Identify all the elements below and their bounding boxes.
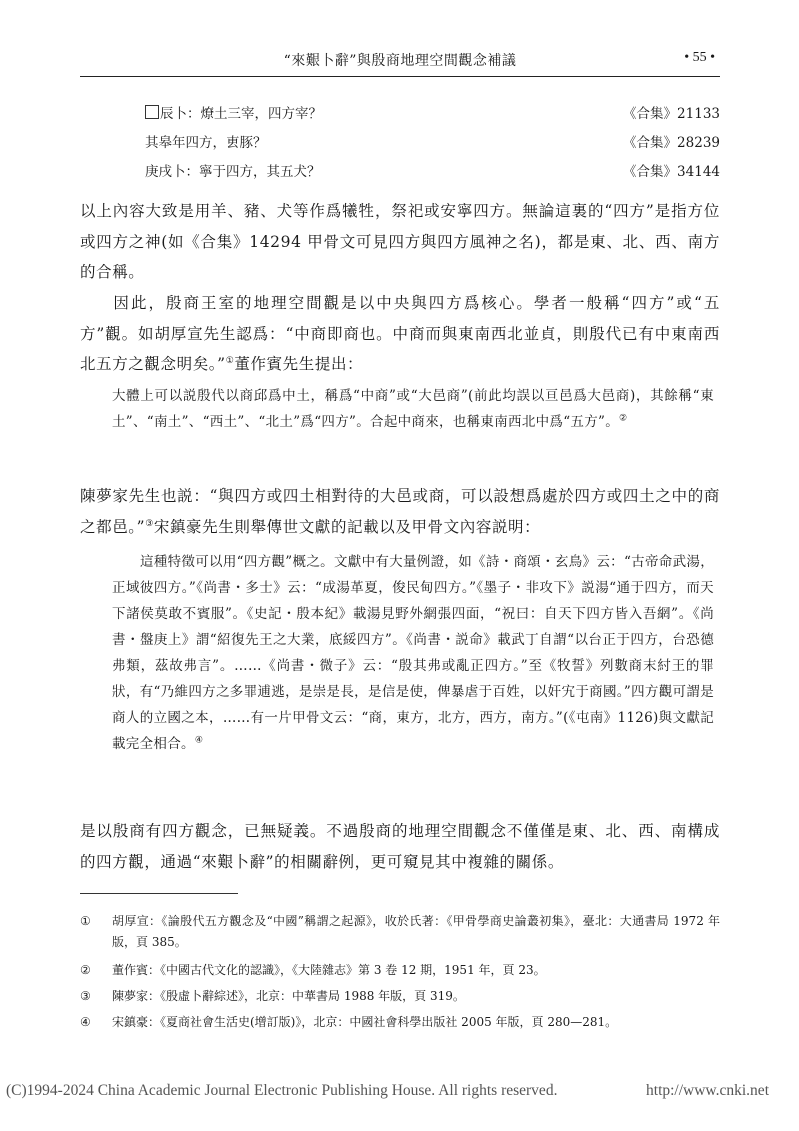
footnote-mark: ③ (80, 989, 91, 1003)
inscription-source: 《合集》34144 (623, 164, 720, 180)
copyright-footer (0, 1082, 799, 1104)
inscription-line-2 (145, 132, 720, 154)
footnote-text: 胡厚宣：《論殷代五方觀念及“中國”稱謂之起源》，收於氏著：《甲骨學商史論叢初集》，臺北：大通書局 1972 年版，頁 385。 (112, 914, 720, 949)
footnote-text: 宋鎮豪：《夏商社會生活史(增訂版)》，北京：中國社會科學出版社 2005 年版，頁 280—281。 (112, 1015, 618, 1029)
inscription-source: 《合集》21133 (623, 106, 720, 122)
body-paragraph-2: 因此，殷商王室的地理空間觀是以中央與四方爲核心。學者一般稱“四方”或“五方”觀。如胡厚宣先生認爲：“中商即商也。中商而與東南西北並貞，則殷代已有中東南西北五方之觀念明矣。”①董作賓先生提出： (80, 294, 720, 373)
block-quote-2: 這種特徵可以用“四方觀”概之。文獻中有大量例證，如《詩・商頌・玄鳥》云：“古帝命武湯，正域彼四方。”《尚書・多士》云：“成湯革夏，俊民甸四方。”《墨子・非攻下》説湯“通于四方，而天下諸侯莫敢不賓服”。《史記・殷本紀》載湯見野外網張四面，“祝曰：自天下四方皆入吾網”。《尚書・盤庚上》謂“紹復先王之大業，底綏四方”。《尚書・説命》載武丁自謂“以台正于四方，台恐德弗類，茲故弗言”。……《尚書・微子》云：“殷其弗或亂正四方。”至《牧誓》列數商末紂王的罪狀，有“乃維四方之多罪逋逃，是崇是長，是信是使，俾暴虐于百姓，以奸宄于商國。”四方觀可謂是商人的立國之本，……有一片甲骨文云：“商，東方，北方，西方，南方。”(《屯南》1126)與文獻記載完全相合。④ (112, 554, 714, 752)
inscription-text: 辰卜：燎土三宰，四方宰？ (145, 103, 322, 125)
footnote-ref-3[interactable]: ③ (145, 518, 154, 529)
footnote-separator (80, 893, 238, 894)
inscription-line-3 (145, 161, 720, 183)
footnote-mark: ④ (80, 1015, 91, 1029)
page-number: • 55 • (684, 50, 715, 65)
running-header-title: “來艱卜辭”與殷商地理空間觀念補議 (283, 53, 517, 69)
copyright-notice: (C)1994-2024 China Academic Journal Electronic Publishing House. All rights reserved. (6, 1082, 558, 1099)
footnote-mark: ② (80, 963, 91, 977)
footnote-ref-4[interactable]: ④ (194, 735, 204, 746)
inscription-line-1 (145, 103, 720, 125)
body-paragraph-4: 是以殷商有四方觀念，已無疑義。不過殷商的地理空間觀念不僅僅是東、北、西、南構成的四方觀，通過“來艱卜辭”的相關辭例，更可窺見其中複雜的關係。 (80, 822, 720, 871)
missing-character-box (145, 105, 159, 119)
inscription-source: 《合集》28239 (623, 135, 720, 151)
body-paragraph-1: 以上內容大致是用羊、豬、犬等作爲犧牲，祭祀或安寧四方。無論這裏的“四方”是指方位或四方之神(如《合集》14294 甲骨文可見四方與四方風神之名)，都是東、北、西、南方的合稱。 (80, 202, 720, 281)
footnote-ref-1[interactable]: ① (225, 355, 235, 366)
inscription-text: 庚戌卜：寧于四方，其五犬？ (145, 164, 321, 180)
body-paragraph-3: 陳夢家先生也説：“與四方或四土相對待的大邑或商，可以設想爲處於四方或四土之中的商之都邑。”③宋鎮豪先生則舉傳世文獻的記載以及甲骨文內容説明： (80, 487, 720, 536)
footnote-mark: ① (80, 914, 91, 928)
inscription-text: 其皋年四方，叀豚？ (145, 135, 267, 151)
footnote-1 (80, 911, 720, 955)
header-rule (80, 76, 720, 77)
block-quote-1: 大體上可以説殷代以商邱爲中土，稱爲“中商”或“大邑商”(前此均誤以亘邑爲大邑商)，其餘稱“東土”、“南土”、“西土”、“北土”爲“四方”。合起中商來，也稱東南西北中爲“五方”。② (112, 388, 714, 430)
cnki-link[interactable]: http://www.cnki.net (646, 1082, 769, 1099)
footnote-text: 陳夢家：《殷虛卜辭綜述》，北京：中華書局 1988 年版，頁 319。 (112, 989, 465, 1003)
footnote-text: 董作賓：《中國古代文化的認識》，《大陸雜志》第 3 卷 12 期，1951 年，頁 23。 (112, 963, 546, 977)
footnote-ref-2[interactable]: ② (619, 413, 628, 424)
